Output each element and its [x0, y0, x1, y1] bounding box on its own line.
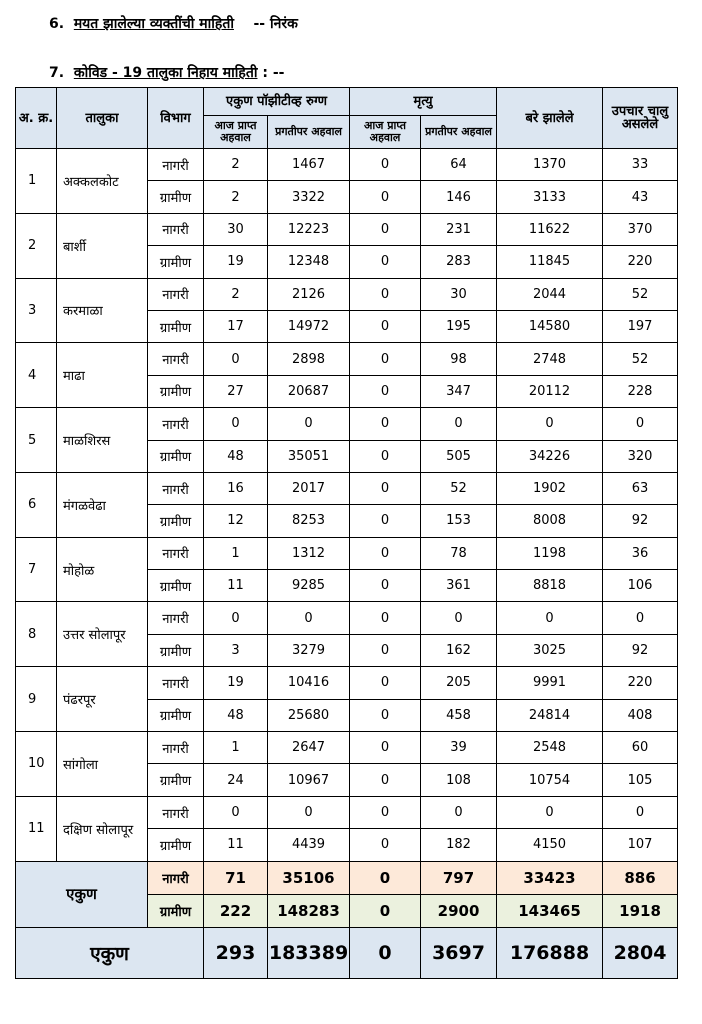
division-cell: ग्रामीण	[148, 375, 204, 407]
value-cell: 162	[421, 634, 497, 666]
sr-number-cell: 3	[16, 278, 57, 343]
header-positive-cumulative: प्रगतीपर अहवाल	[268, 116, 350, 149]
section-6-heading	[49, 14, 298, 33]
table-row	[16, 472, 678, 504]
value-cell: 1	[204, 732, 268, 764]
value-cell: 182	[421, 829, 497, 861]
value-cell: 48	[204, 699, 268, 731]
division-cell: नागरी	[148, 796, 204, 828]
table-body	[16, 149, 678, 979]
value-cell: 2	[204, 278, 268, 310]
value-cell: 12348	[268, 246, 350, 278]
subtotal-value-cell: 2900	[421, 894, 497, 927]
value-cell: 1902	[497, 472, 603, 504]
sr-number-cell: 11	[16, 796, 57, 861]
section-7-suffix: : --	[262, 65, 285, 81]
taluka-name-cell: अक्कलकोट	[57, 149, 148, 214]
value-cell: 11	[204, 570, 268, 602]
value-cell: 25680	[268, 699, 350, 731]
value-cell: 0	[350, 149, 421, 181]
table-row	[16, 343, 678, 375]
value-cell: 0	[268, 602, 350, 634]
value-cell: 11	[204, 829, 268, 861]
value-cell: 458	[421, 699, 497, 731]
value-cell: 0	[350, 278, 421, 310]
section-7-title: कोविड - 19 तालुका निहाय माहिती	[73, 65, 258, 81]
subtotal-value-cell: 1918	[603, 894, 678, 927]
value-cell: 10754	[497, 764, 603, 796]
value-cell: 63	[603, 472, 678, 504]
value-cell: 35051	[268, 440, 350, 472]
value-cell: 0	[350, 602, 421, 634]
value-cell: 0	[350, 699, 421, 731]
sr-number-cell: 10	[16, 732, 57, 797]
sr-number-cell: 1	[16, 149, 57, 214]
division-cell: नागरी	[148, 408, 204, 440]
division-cell: नागरी	[148, 149, 204, 181]
value-cell: 34226	[497, 440, 603, 472]
division-cell: नागरी	[148, 602, 204, 634]
value-cell: 3279	[268, 634, 350, 666]
sr-number-cell: 2	[16, 213, 57, 278]
value-cell: 0	[350, 796, 421, 828]
subtotal-value-cell: 148283	[268, 894, 350, 927]
value-cell: 283	[421, 246, 497, 278]
value-cell: 20112	[497, 375, 603, 407]
value-cell: 52	[421, 472, 497, 504]
value-cell: 20687	[268, 375, 350, 407]
value-cell: 8818	[497, 570, 603, 602]
value-cell: 0	[350, 440, 421, 472]
subtotal-label: एकुण	[16, 861, 148, 927]
value-cell: 153	[421, 505, 497, 537]
value-cell: 43	[603, 181, 678, 213]
value-cell: 0	[350, 343, 421, 375]
division-cell: ग्रामीण	[148, 829, 204, 861]
value-cell: 408	[603, 699, 678, 731]
grand-total-value-cell: 183389	[268, 927, 350, 978]
value-cell: 0	[603, 796, 678, 828]
value-cell: 2647	[268, 732, 350, 764]
value-cell: 0	[421, 602, 497, 634]
division-cell: नागरी	[148, 278, 204, 310]
value-cell: 52	[603, 343, 678, 375]
value-cell: 1467	[268, 149, 350, 181]
taluka-name-cell: बार्शी	[57, 213, 148, 278]
value-cell: 14580	[497, 310, 603, 342]
value-cell: 0	[204, 602, 268, 634]
value-cell: 92	[603, 505, 678, 537]
value-cell: 2748	[497, 343, 603, 375]
value-cell: 0	[497, 408, 603, 440]
value-cell: 19	[204, 246, 268, 278]
header-taluka: तालुका	[57, 88, 148, 149]
value-cell: 1	[204, 537, 268, 569]
section-6-value: -- निरंक	[253, 16, 298, 32]
division-cell: नागरी	[148, 343, 204, 375]
value-cell: 24	[204, 764, 268, 796]
taluka-name-cell: सांगोला	[57, 732, 148, 797]
value-cell: 2044	[497, 278, 603, 310]
division-cell: नागरी	[148, 732, 204, 764]
table-row	[16, 149, 678, 181]
value-cell: 320	[603, 440, 678, 472]
table-row	[16, 796, 678, 828]
taluka-name-cell: पंढरपूर	[57, 667, 148, 732]
value-cell: 0	[350, 829, 421, 861]
value-cell: 0	[421, 408, 497, 440]
sr-number-cell: 9	[16, 667, 57, 732]
sr-number-cell: 5	[16, 408, 57, 473]
division-cell: नागरी	[148, 472, 204, 504]
value-cell: 0	[350, 472, 421, 504]
value-cell: 36	[603, 537, 678, 569]
sr-number-cell: 6	[16, 472, 57, 537]
covid-taluka-table	[15, 87, 678, 979]
value-cell: 64	[421, 149, 497, 181]
taluka-name-cell: दक्षिण सोलापूर	[57, 796, 148, 861]
value-cell: 0	[350, 181, 421, 213]
value-cell: 0	[204, 343, 268, 375]
value-cell: 33	[603, 149, 678, 181]
subtotal-value-cell: 71	[204, 861, 268, 894]
taluka-name-cell: करमाळा	[57, 278, 148, 343]
table-row	[16, 213, 678, 245]
value-cell: 347	[421, 375, 497, 407]
table-row	[16, 278, 678, 310]
value-cell: 19	[204, 667, 268, 699]
header-division: विभाग	[148, 88, 204, 149]
value-cell: 228	[603, 375, 678, 407]
value-cell: 0	[350, 732, 421, 764]
value-cell: 0	[350, 375, 421, 407]
value-cell: 9285	[268, 570, 350, 602]
value-cell: 0	[350, 408, 421, 440]
section-7-number: 7.	[49, 65, 65, 81]
division-cell: ग्रामीण	[148, 570, 204, 602]
header-recovered: बरे झालेले	[497, 88, 603, 149]
value-cell: 107	[603, 829, 678, 861]
grand-total-row	[16, 927, 678, 978]
subtotal-value-cell: 222	[204, 894, 268, 927]
value-cell: 0	[421, 796, 497, 828]
section-7-heading	[49, 63, 284, 82]
value-cell: 2017	[268, 472, 350, 504]
grand-total-label: एकुण	[16, 927, 204, 978]
taluka-name-cell: उत्तर सोलापूर	[57, 602, 148, 667]
subtotal-value-cell: 886	[603, 861, 678, 894]
value-cell: 2898	[268, 343, 350, 375]
value-cell: 4439	[268, 829, 350, 861]
grand-total-value-cell: 3697	[421, 927, 497, 978]
value-cell: 0	[350, 505, 421, 537]
value-cell: 505	[421, 440, 497, 472]
value-cell: 146	[421, 181, 497, 213]
division-cell: ग्रामीण	[148, 310, 204, 342]
value-cell: 0	[350, 667, 421, 699]
value-cell: 0	[204, 796, 268, 828]
value-cell: 220	[603, 246, 678, 278]
value-cell: 2	[204, 181, 268, 213]
header-positive-today: आज प्राप्त अहवाल	[204, 116, 268, 149]
value-cell: 0	[350, 634, 421, 666]
value-cell: 8008	[497, 505, 603, 537]
value-cell: 197	[603, 310, 678, 342]
value-cell: 12223	[268, 213, 350, 245]
division-cell: ग्रामीण	[148, 634, 204, 666]
value-cell: 108	[421, 764, 497, 796]
value-cell: 17	[204, 310, 268, 342]
value-cell: 60	[603, 732, 678, 764]
value-cell: 30	[421, 278, 497, 310]
value-cell: 14972	[268, 310, 350, 342]
value-cell: 8253	[268, 505, 350, 537]
value-cell: 16	[204, 472, 268, 504]
value-cell: 0	[603, 408, 678, 440]
value-cell: 195	[421, 310, 497, 342]
value-cell: 4150	[497, 829, 603, 861]
grand-total-value-cell: 176888	[497, 927, 603, 978]
section-6-number: 6.	[49, 16, 65, 32]
value-cell: 0	[350, 310, 421, 342]
subtotal-value-cell: 35106	[268, 861, 350, 894]
division-cell: ग्रामीण	[148, 699, 204, 731]
header-deaths: मृत्यु	[350, 88, 497, 116]
value-cell: 370	[603, 213, 678, 245]
division-cell: नागरी	[148, 537, 204, 569]
value-cell: 98	[421, 343, 497, 375]
value-cell: 361	[421, 570, 497, 602]
value-cell: 11845	[497, 246, 603, 278]
table-row	[16, 537, 678, 569]
subtotal-value-cell: 0	[350, 861, 421, 894]
division-cell: ग्रामीण	[148, 181, 204, 213]
subtotal-row	[16, 861, 678, 894]
header-positive: एकुण पॉझीटीव्ह रुग्ण	[204, 88, 350, 116]
subtotal-value-cell: 143465	[497, 894, 603, 927]
grand-total-value-cell: 2804	[603, 927, 678, 978]
table-row	[16, 667, 678, 699]
value-cell: 105	[603, 764, 678, 796]
header-active: उपचार चालु असलेले	[603, 88, 678, 149]
division-cell: ग्रामीण	[148, 440, 204, 472]
value-cell: 0	[350, 764, 421, 796]
value-cell: 10967	[268, 764, 350, 796]
value-cell: 2548	[497, 732, 603, 764]
grand-total-value-cell: 293	[204, 927, 268, 978]
value-cell: 1312	[268, 537, 350, 569]
value-cell: 48	[204, 440, 268, 472]
value-cell: 231	[421, 213, 497, 245]
value-cell: 3322	[268, 181, 350, 213]
value-cell: 0	[350, 213, 421, 245]
value-cell: 1370	[497, 149, 603, 181]
division-cell: ग्रामीण	[148, 246, 204, 278]
subtotal-value-cell: 33423	[497, 861, 603, 894]
header-row-1	[16, 88, 678, 116]
value-cell: 3	[204, 634, 268, 666]
value-cell: 0	[268, 796, 350, 828]
value-cell: 39	[421, 732, 497, 764]
taluka-name-cell: मंगळवेढा	[57, 472, 148, 537]
division-cell: ग्रामीण	[148, 764, 204, 796]
taluka-name-cell: मोहोळ	[57, 537, 148, 602]
value-cell: 0	[350, 246, 421, 278]
table-row	[16, 408, 678, 440]
taluka-name-cell: माळशिरस	[57, 408, 148, 473]
value-cell: 106	[603, 570, 678, 602]
value-cell: 0	[603, 602, 678, 634]
value-cell: 92	[603, 634, 678, 666]
header-deaths-cumulative: प्रगतीपर अहवाल	[421, 116, 497, 149]
value-cell: 0	[204, 408, 268, 440]
value-cell: 12	[204, 505, 268, 537]
subtotal-value-cell: 797	[421, 861, 497, 894]
section-6-title: मयत झालेल्या व्यक्तींची माहिती	[73, 16, 234, 32]
value-cell: 3025	[497, 634, 603, 666]
value-cell: 220	[603, 667, 678, 699]
header-sr: अ. क्र.	[16, 88, 57, 149]
value-cell: 11622	[497, 213, 603, 245]
subtotal-division-cell: ग्रामीण	[148, 894, 204, 927]
value-cell: 30	[204, 213, 268, 245]
sr-number-cell: 4	[16, 343, 57, 408]
table-row	[16, 602, 678, 634]
value-cell: 0	[497, 796, 603, 828]
value-cell: 9991	[497, 667, 603, 699]
value-cell: 3133	[497, 181, 603, 213]
grand-total-value-cell: 0	[350, 927, 421, 978]
value-cell: 205	[421, 667, 497, 699]
sr-number-cell: 7	[16, 537, 57, 602]
division-cell: नागरी	[148, 213, 204, 245]
value-cell: 10416	[268, 667, 350, 699]
value-cell: 52	[603, 278, 678, 310]
division-cell: ग्रामीण	[148, 505, 204, 537]
value-cell: 1198	[497, 537, 603, 569]
subtotal-division-cell: नागरी	[148, 861, 204, 894]
taluka-name-cell: माढा	[57, 343, 148, 408]
value-cell: 2	[204, 149, 268, 181]
division-cell: नागरी	[148, 667, 204, 699]
value-cell: 24814	[497, 699, 603, 731]
table-row	[16, 732, 678, 764]
sr-number-cell: 8	[16, 602, 57, 667]
value-cell: 0	[350, 537, 421, 569]
value-cell: 0	[268, 408, 350, 440]
value-cell: 78	[421, 537, 497, 569]
subtotal-value-cell: 0	[350, 894, 421, 927]
header-deaths-today: आज प्राप्त अहवाल	[350, 116, 421, 149]
value-cell: 0	[497, 602, 603, 634]
value-cell: 27	[204, 375, 268, 407]
value-cell: 0	[350, 570, 421, 602]
value-cell: 2126	[268, 278, 350, 310]
